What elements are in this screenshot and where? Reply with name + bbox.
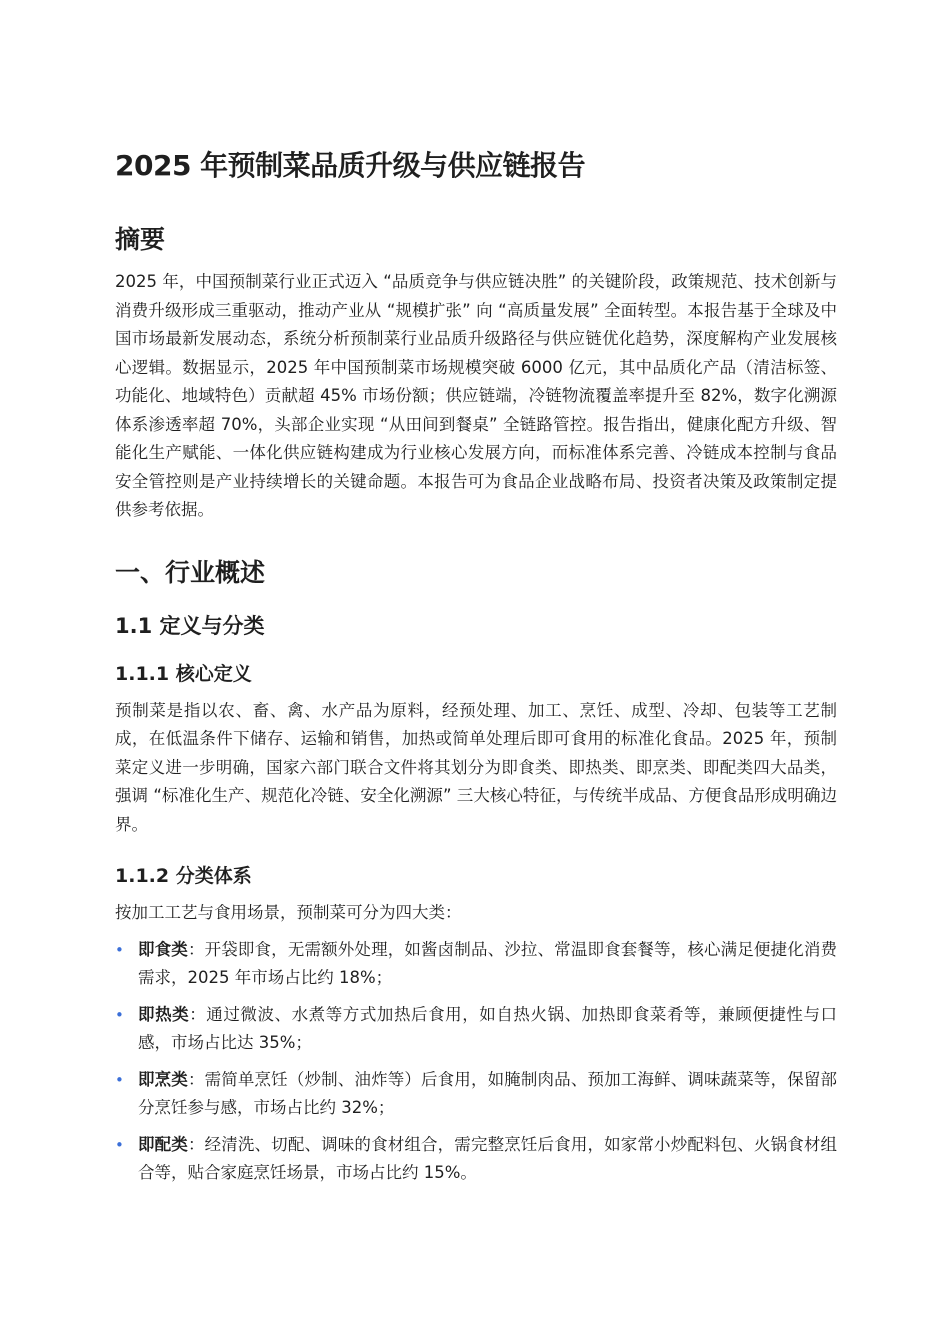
bullet-icon: • xyxy=(115,1135,124,1154)
subsubsection-heading-core-definition: 1.1.1 核心定义 xyxy=(115,662,252,685)
category-description: ：开袋即食，无需额外处理，如酱卤制品、沙拉、常温即食套餐等，核心满足便捷化消费需求，2025 年市场占比约 18%； xyxy=(138,939,838,987)
list-item xyxy=(115,1131,837,1188)
document-page xyxy=(115,140,837,1196)
bullet-icon: • xyxy=(115,1070,124,1089)
list-item xyxy=(115,1001,837,1058)
section-heading-industry-overview: 一、行业概述 xyxy=(115,557,266,587)
category-term: 即食类 xyxy=(138,939,188,959)
subsubsection-heading-classification: 1.1.2 分类体系 xyxy=(115,865,252,887)
bullet-icon: • xyxy=(115,940,124,959)
classification-list xyxy=(115,936,837,1188)
bullet-icon: • xyxy=(115,1005,124,1024)
report-title: 2025 年预制菜品质升级与供应链报告 xyxy=(115,149,586,182)
list-item xyxy=(115,1066,837,1123)
category-description: ：通过微波、水煮等方式加热后食用，如自热火锅、加热即食菜肴等，兼顾便捷性与口感，市场占比达 35%； xyxy=(138,1004,837,1052)
category-term: 即配类 xyxy=(138,1134,188,1154)
abstract-paragraph: 2025 年，中国预制菜行业正式迈入 “品质竞争与供应链决胜” 的关键阶段，政策规范、技术创新与消费升级形成三重驱动，推动产业从 “规模扩张” 向 “高质量发展” 全面转型。本报告基于全球及中国市场最新发展动态，系统分析预制菜行业品质升级路径与供应链优化趋势，深度解构产业发展核心逻辑。数据显示，2025 年中国预制菜市场规模突破 6000 亿元，其中品质化产品（清洁标签、功能化、地域特色）贡献超 45% 市场份额；供应链端，冷链物流覆盖率提升至 82%，数字化溯源体系渗透率超 70%，头部企业实现 “从田间到餐桌” 全链路管控。报告指出，健康化配方升级、智能化生产赋能、一体化供应链构建成为行业核心发展方向，而标准体系完善、冷链成本控制与食品安全管控则是产业持续增长的关键命题。本报告可为食品企业战略布局、投资者决策及政策制定提供参考依据。 xyxy=(115,272,837,519)
category-description: ：需简单烹饪（炒制、油炸等）后食用，如腌制肉品、预加工海鲜、调味蔬菜等，保留部分烹饪参与感，市场占比约 32%； xyxy=(138,1069,838,1117)
category-description: ：经清洗、切配、调味的食材组合，需完整烹饪后食用，如家常小炒配料包、火锅食材组合等，贴合家庭烹饪场景，市场占比约 15%。 xyxy=(138,1134,838,1182)
list-item xyxy=(115,936,837,993)
abstract-heading: 摘要 xyxy=(115,225,166,254)
core-definition-paragraph: 预制菜是指以农、畜、禽、水产品为原料，经预处理、加工、烹饪、成型、冷却、包装等工艺制成，在低温条件下储存、运输和销售，加热或简单处理后即可食用的标准化食品。2025 年，预制菜定义进一步明确，国家六部门联合文件将其划分为即食类、即热类、即烹类、即配类四大品类，强调 “标准化生产、规范化冷链、安全化溯源” 三大核心特征，与传统半成品、方便食品形成明确边界。 xyxy=(115,700,837,834)
classification-intro: 按加工工艺与食用场景，预制菜可分为四大类： xyxy=(115,903,462,922)
subsection-heading-definition-classification: 1.1 定义与分类 xyxy=(115,613,265,638)
category-term: 即热类 xyxy=(138,1004,190,1024)
category-term: 即烹类 xyxy=(138,1069,188,1089)
